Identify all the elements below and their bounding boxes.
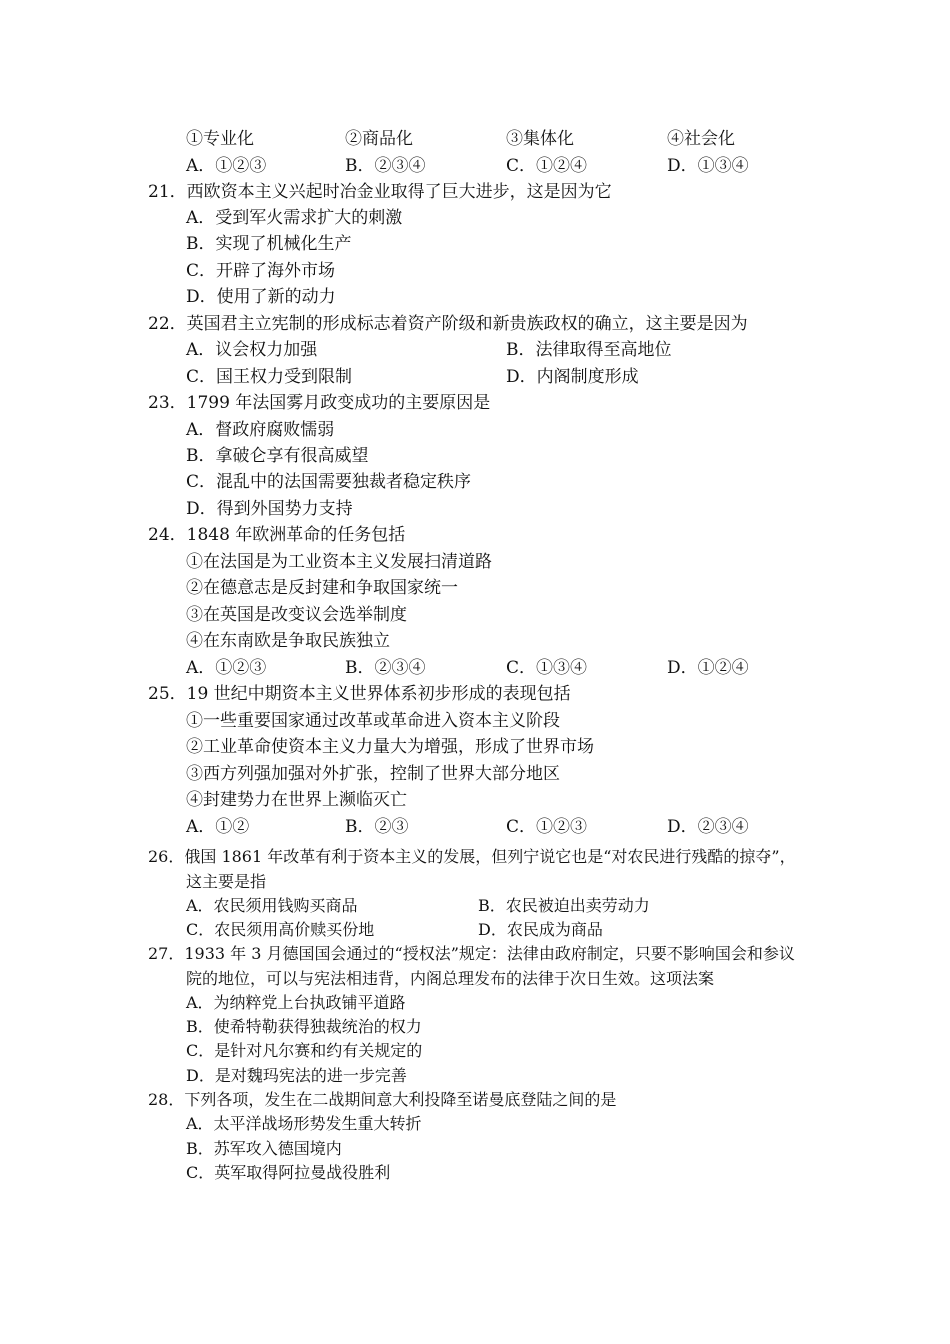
q21-option-a: A．受到军火需求扩大的刺激 [186,208,403,228]
q26-option-d: D．农民成为商品 [478,920,603,939]
q26-option-c: C．农民须用高价赎买份地 [186,920,375,939]
q20-item-2: ②商品化 [345,129,413,149]
q27-option-a: A．为纳粹党上台执政铺平道路 [186,993,406,1012]
q22-option-a: A．议会权力加强 [186,340,318,360]
q24-option-b: B．②③④ [345,658,426,678]
q21-stem: 21．西欧资本主义兴起时冶金业取得了巨大进步，这是因为它 [148,182,612,202]
q28-stem: 28．下列各项，发生在二战期间意大利投降至诺曼底登陆之间的是 [148,1090,617,1109]
q23-option-a: A．督政府腐败懦弱 [186,420,335,440]
q21-option-c: C．开辟了海外市场 [186,261,336,281]
q25-option-d: D．②③④ [667,817,749,837]
q20-item-3: ③集体化 [506,129,574,149]
q22-option-c: C．国王权力受到限制 [186,367,353,387]
q24-item-4: ④在东南欧是争取民族独立 [186,631,390,651]
q20-item-4: ④社会化 [667,129,735,149]
q27-option-d: D．是对魏玛宪法的进一步完善 [186,1066,407,1085]
q27-stem-line-1: 27．1933 年 3 月德国国会通过的“授权法”规定：法律由政府制定，只要不影响国会和参议 [148,944,795,963]
q25-item-2: ②工业革命使资本主义力量大为增强，形成了世界市场 [186,737,594,757]
q20-option-a: A．①②③ [186,156,267,176]
q25-item-4: ④封建势力在世界上濒临灭亡 [186,790,407,810]
q24-option-d: D．①②④ [667,658,749,678]
q26-stem-line-1: 26．俄国 1861 年改革有利于资本主义的发展，但列宁说它也是“对农民进行残酷的掠夺”， [148,847,796,866]
q23-option-b: B．拿破仑享有很高威望 [186,446,369,466]
q22-option-d: D．内阁制度形成 [506,367,639,387]
q27-stem-line-2: 院的地位，可以与宪法相违背，内阁总理发布的法律于次日生效。这项法案 [186,969,715,988]
q26-option-a: A．农民须用钱购买商品 [186,896,358,915]
q27-option-b: B．使希特勒获得独裁统治的权力 [186,1017,422,1036]
q22-option-b: B．法律取得至高地位 [506,340,672,360]
q26-stem-line-2: 这主要是指 [186,872,267,891]
q24-option-a: A．①②③ [186,658,267,678]
q25-option-b: B．②③ [345,817,409,837]
q24-item-1: ①在法国是为工业资本主义发展扫清道路 [186,552,492,572]
q24-stem: 24．1848 年欧洲革命的任务包括 [148,525,406,545]
q24-option-c: C．①③④ [506,658,588,678]
q23-option-d: D．得到外国势力支持 [186,499,353,519]
q27-option-c: C．是针对凡尔赛和约有关规定的 [186,1041,423,1060]
q20-option-c: C．①②④ [506,156,588,176]
q22-stem: 22．英国君主立宪制的形成标志着资产阶级和新贵族政权的确立，这主要是因为 [148,314,748,334]
q25-item-3: ③西方列强加强对外扩张，控制了世界大部分地区 [186,764,560,784]
q24-item-3: ③在英国是改变议会选举制度 [186,605,407,625]
q20-item-1: ①专业化 [186,129,254,149]
q25-option-c: C．①②③ [506,817,588,837]
q23-stem: 23．1799 年法国雾月政变成功的主要原因是 [148,393,491,413]
q28-option-a: A．太平洋战场形势发生重大转折 [186,1114,422,1133]
q25-stem: 25．19 世纪中期资本主义世界体系初步形成的表现包括 [148,684,571,704]
q25-option-a: A．①② [186,817,250,837]
q28-option-c: C．英军取得阿拉曼战役胜利 [186,1163,391,1182]
q25-item-1: ①一些重要国家通过改革或革命进入资本主义阶段 [186,711,560,731]
q24-item-2: ②在德意志是反封建和争取国家统一 [186,578,458,598]
q23-option-c: C．混乱中的法国需要独裁者稳定秩序 [186,472,472,492]
q28-option-b: B．苏军攻入德国境内 [186,1139,342,1158]
q21-option-b: B．实现了机械化生产 [186,234,352,254]
q20-option-b: B．②③④ [345,156,426,176]
q20-option-d: D．①③④ [667,156,749,176]
q21-option-d: D．使用了新的动力 [186,287,336,307]
q26-option-b: B．农民被迫出卖劳动力 [478,896,650,915]
